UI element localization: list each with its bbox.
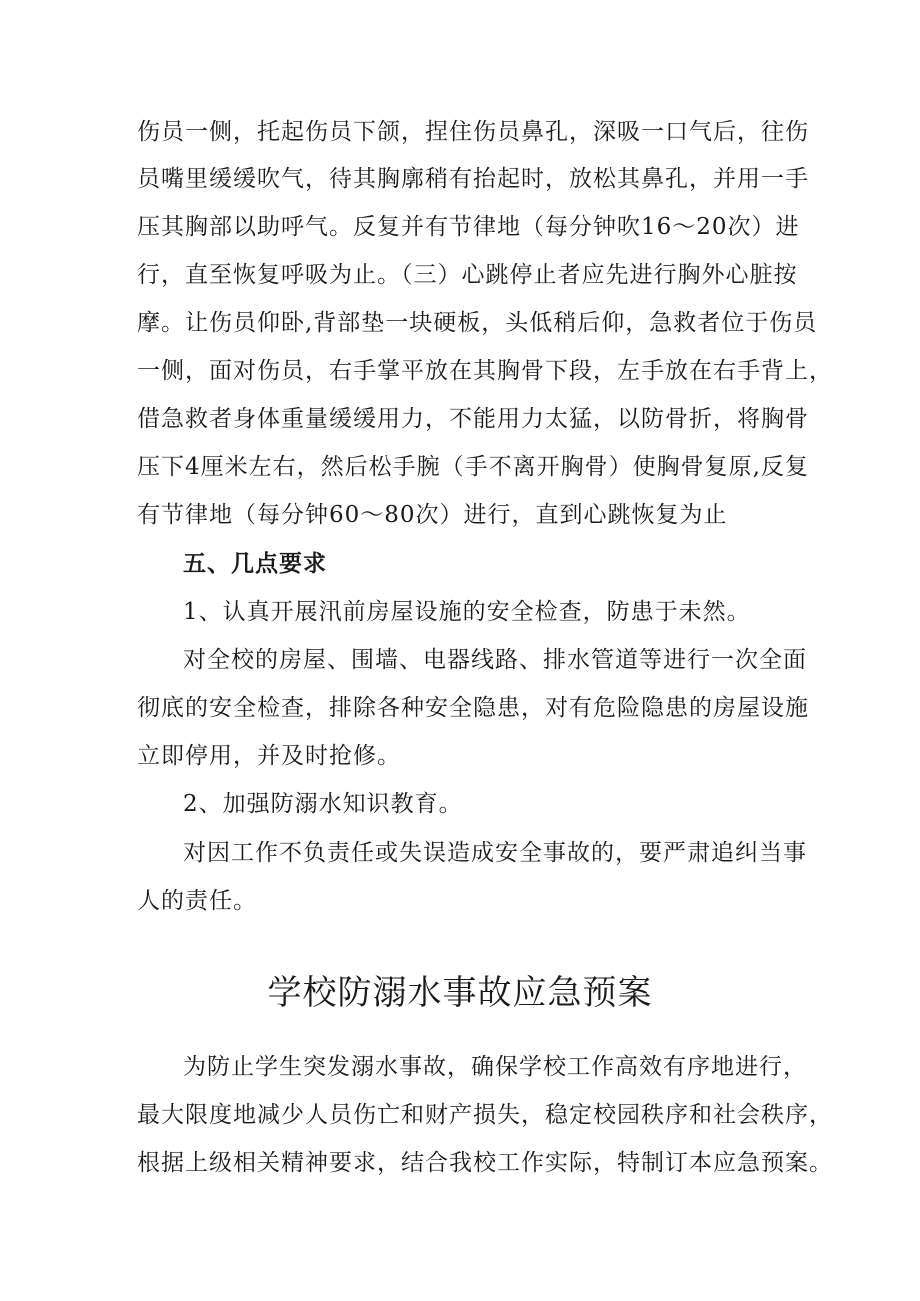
document-title: 学校防溺水事故应急预案 [267,973,653,1013]
paragraph-line: 根据上级相关精神要求，结合我校工作实际，特制订本应急预案。 [137,1150,833,1176]
paragraph-line: 一侧，面对伤员，右手掌平放在其胸骨下段，左手放在右手背上， [137,358,833,384]
paragraph-line: 压其胸部以助呼气。反复并有节律地（每分钟吹16～20次）进 [137,214,800,240]
paragraph-line: 摩。让伤员仰卧,背部垫一块硬板，头低稍后仰，急救者位于伤员 [137,310,818,336]
paragraph-line: 人的责任。 [137,888,257,914]
paragraph-line: 对全校的房屋、围墙、电器线路、排水管道等进行一次全面 [183,647,807,673]
paragraph-line: 借急救者身体重量缓缓用力，不能用力太猛，以防骨折，将胸骨 [137,406,809,432]
paragraph-line: 对因工作不负责任或失误造成安全事故的，要严肃追纠当事 [183,840,807,866]
paragraph-line: 最大限度地减少人员伤亡和财产损失，稳定校园秩序和社会秩序， [137,1102,833,1128]
paragraph-line: 伤员一侧，托起伤员下颌，捏住伤员鼻孔，深吸一口气后，往伤 [137,119,809,145]
paragraph-line: 立即停用，并及时抢修。 [137,743,401,769]
section-heading: 五、几点要求 [183,551,327,577]
paragraph-line: 为防止学生突发溺水事故，确保学校工作高效有序地进行， [183,1054,807,1080]
paragraph-line: 员嘴里缓缓吹气，待其胸廓稍有抬起时，放松其鼻孔，并用一手 [137,166,809,192]
item-title: 1、认真开展汛前房屋设施的安全检查，防患于未然。 [183,599,751,625]
paragraph-line: 彻底的安全检查，排除各种安全隐患，对有危险隐患的房屋设施 [137,695,809,721]
item-title: 2、加强防溺水知识教育。 [183,791,463,817]
paragraph-line: 有节律地（每分钟60～80次）进行，直到心跳恢复为止 [137,502,728,528]
paragraph-line: 压下4厘米左右，然后松手腕（手不离开胸骨）使胸骨复原,反复 [137,454,809,480]
paragraph-line: 行，直至恢复呼吸为止。（三）心跳停止者应先进行胸外心脏按 [137,262,798,288]
